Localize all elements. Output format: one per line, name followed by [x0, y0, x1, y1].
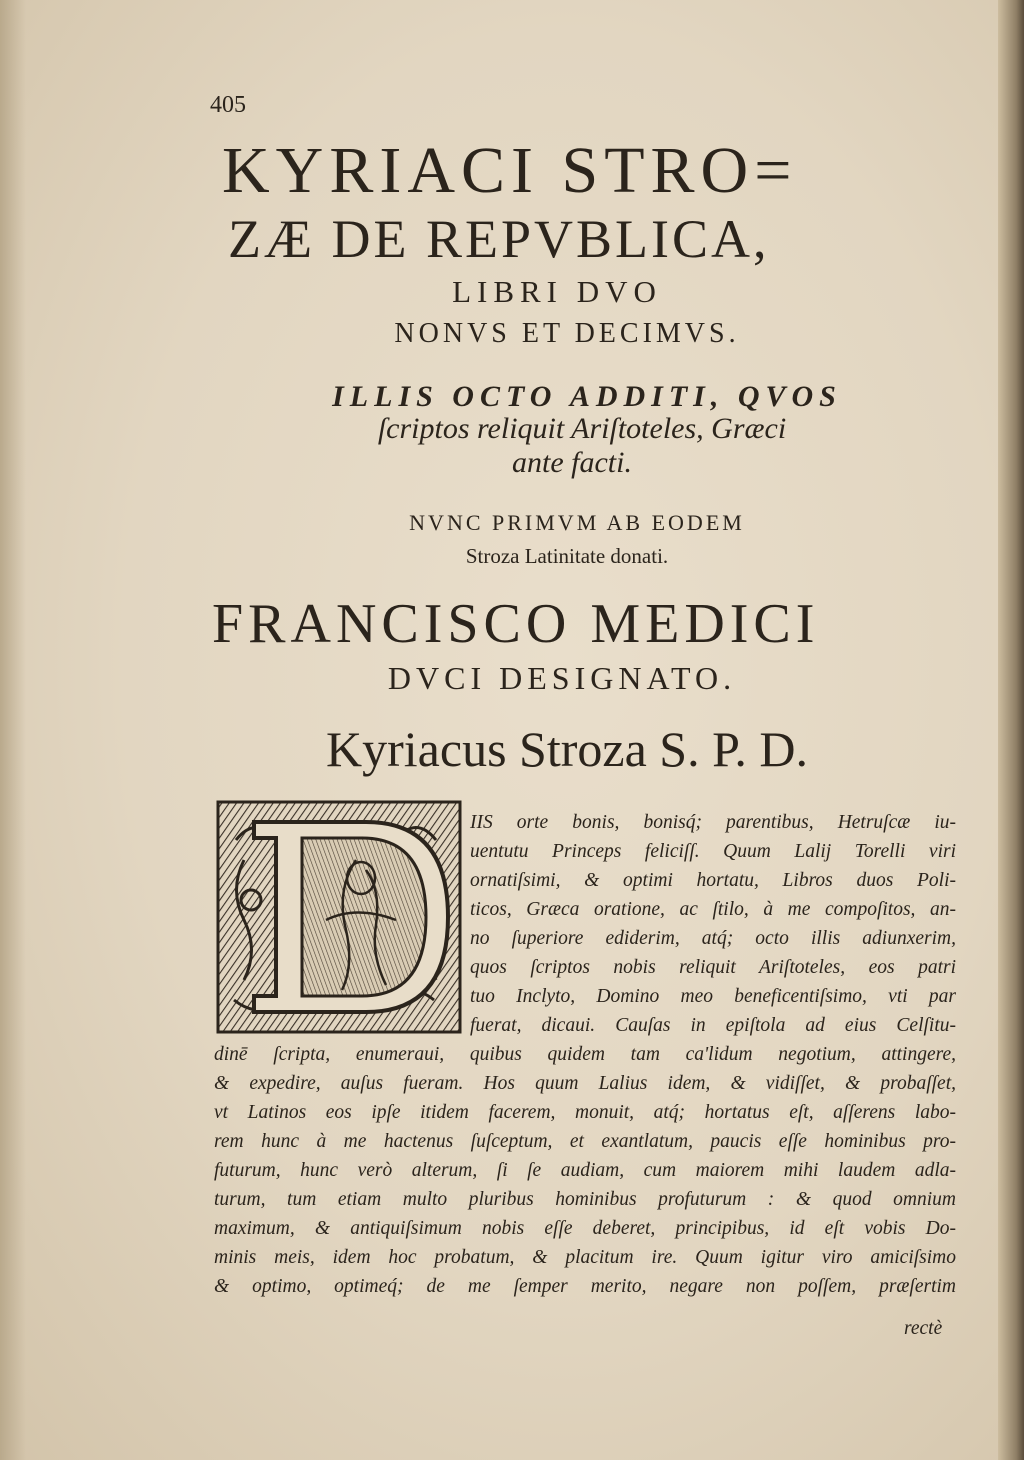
- body-line: uentutu Princeps feliciſſ. Quum Lalij Torelli viri: [470, 841, 956, 862]
- subtitle-line-1: ILLIS OCTO ADDITI, QVOS: [332, 380, 842, 413]
- page-number: 405: [210, 92, 246, 118]
- body-line: tuo Inclyto, Domino meo beneficentiſsimo, vti par: [470, 986, 956, 1007]
- body-line: dinē ſcripta, enumeraui, quibus quidem tam ca'lidum negotium, attingere,: [214, 1044, 956, 1065]
- note-line-2: Stroza Latinitate donati.: [465, 544, 669, 568]
- body-line: turum, tum etiam multo pluribus hominibus profuturum : & quod omnium: [214, 1189, 956, 1210]
- body-line: IIS orte bonis, bonisq́; parentibus, Hetruſcæ iu-: [470, 812, 956, 833]
- body-line: quos ſcriptos nobis reliquit Ariſtoteles, eos patri: [470, 957, 956, 978]
- subtitle-line-2: ſcriptos reliquit Ariſtoteles, Græci: [377, 412, 787, 445]
- title-line-2: ZÆ DE REPVBLICA,: [228, 209, 770, 269]
- title-line-3: LIBRI DVO: [452, 274, 662, 309]
- catchword: rectè: [904, 1318, 943, 1339]
- body-line: minis meis, idem hoc probatum, & placitum ire. Quum igitur viro amiciſsimo: [214, 1247, 956, 1268]
- dedication-name: FRANCISCO MEDICI: [212, 593, 820, 655]
- title-line-1: KYRIACI STRO=: [222, 134, 798, 207]
- note-line-1: NVNC PRIMVM AB EODEM: [409, 510, 745, 535]
- body-line: no ſuperiore ediderim, atq́; octo illis adiunxerim,: [470, 928, 956, 949]
- body-line: rem hunc à me hactenus ſuſceptum, et exantlatum, paucis eſſe hominibus pro-: [214, 1131, 956, 1152]
- body-line: ticos, Græca oratione, ac ſtilo, à me compoſitos, an-: [470, 899, 956, 920]
- title-line-4: NONVS ET DECIMVS.: [394, 318, 740, 349]
- woodcut-initial: [216, 800, 462, 1034]
- body-line: ornatiſsimi, & optimi hortatu, Libros duos Poli-: [470, 870, 956, 891]
- dedication-greeting: Kyriacus Stroza S. P. D.: [326, 721, 808, 777]
- body-line: futurum, hunc verò alterum, ſi ſe audiam, cum maiorem mihi laudem adla-: [214, 1160, 956, 1181]
- dedication-title: DVCI DESIGNATO.: [387, 660, 737, 696]
- body-line: & expedire, auſus fueram. Hos quum Lalius idem, & vidiſſet, & probaſſet,: [214, 1073, 956, 1094]
- subtitle-line-3: ante facti.: [512, 446, 632, 479]
- body-line: maximum, & antiquiſsimum nobis eſſe deberet, principibus, id eſt vobis Do-: [214, 1218, 956, 1239]
- body-line: fuerat, dicaui. Cauſas in epiſtola ad eius Celſitu-: [470, 1015, 956, 1036]
- body-line: vt Latinos eos ipſe itidem facerem, monuit, atq́; hortatus eſt, aſſerens labo-: [214, 1102, 956, 1123]
- body-line: & optimo, optimeq́; de me ſemper merito, negare non poſſem, præſertim: [214, 1276, 956, 1297]
